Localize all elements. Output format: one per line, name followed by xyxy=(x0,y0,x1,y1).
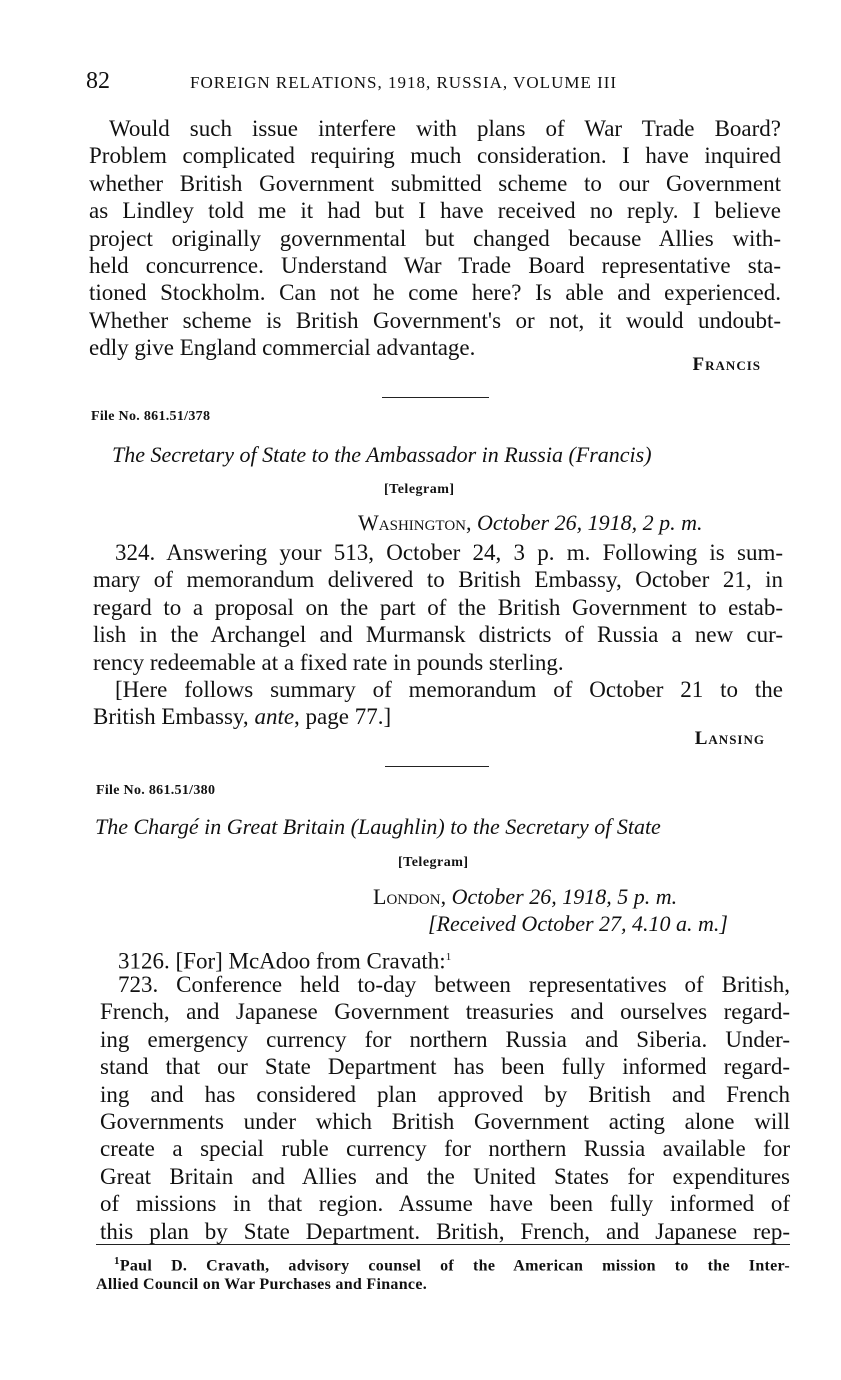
footnote-ref: 1 xyxy=(445,951,452,963)
text-line: French, and Japanese Government treasuries and ourselves regard- xyxy=(100,999,790,1025)
telegram-body xyxy=(100,971,790,1245)
file-number: File No. 861.51/380 xyxy=(96,783,216,798)
text-line: 324. Answering your 513, October 24, 3 p. m. Following is sum- xyxy=(115,540,783,565)
text-line: ing and has considered plan approved by British and French xyxy=(100,1081,790,1107)
text-line: Would such issue interfere with plans of War Trade Board? xyxy=(109,116,781,141)
dateline-date: October 26, 1918, 2 p. m. xyxy=(477,510,703,535)
file-number: File No. 861.51/378 xyxy=(91,409,211,424)
text-line: create a special ruble currency for northern Russia available for xyxy=(100,1136,790,1162)
footnote-line: $^1$Paul D. Cravath, advisory counsel of the American mission to the Inter- xyxy=(114,1255,790,1275)
telegram-label: [Telegram] xyxy=(384,482,455,497)
text-line: regard to a proposal on the part of the British Government to estab- xyxy=(93,594,783,620)
footnote-rule xyxy=(96,1244,790,1245)
text-line: mary of memorandum delivered to British Embassy, October 21, in xyxy=(93,567,783,593)
telegram-label: [Telegram] xyxy=(398,855,469,870)
text-line: tioned Stockholm. Can not he come here? Is able and experienced. xyxy=(89,280,781,306)
text-line: project originally governmental but changed because Allies with- xyxy=(89,225,781,251)
text-line: held concurrence. Understand War Trade Board representative sta- xyxy=(89,253,781,279)
dateline-date: October 26, 1918, 5 p. m. xyxy=(451,884,678,909)
footnote-line: Allied Council on War Purchases and Finance. xyxy=(96,1276,428,1294)
signature-lansing: Lansing xyxy=(694,728,765,749)
text-line: rency redeemable at a fixed rate in pounds sterling. xyxy=(93,649,564,675)
text-line: stand that our State Department has been fully informed regard- xyxy=(100,1054,790,1080)
footnote xyxy=(96,1252,790,1294)
text-line: lish in the Archangel and Murmansk districts of Russia a new cur- xyxy=(93,622,783,648)
section-divider xyxy=(382,397,489,398)
running-title: FOREIGN RELATIONS, 1918, RUSSIA, VOLUME III xyxy=(190,73,618,92)
text-line: ing emergency currency for northern Russia and Siberia. Under- xyxy=(100,1026,790,1052)
text-line: as Lindley told me it had but I have received no reply. I believe xyxy=(89,198,781,224)
text-line: British Embassy, ante, page 77.] xyxy=(93,704,392,730)
signature-francis: Francis xyxy=(692,354,761,375)
document-title: The Chargé in Great Britain (Laughlin) to the Secretary of State xyxy=(95,814,661,839)
text-line: this plan by State Department. British, French, and Japanese rep- xyxy=(100,1218,790,1244)
telegram-body xyxy=(93,539,783,676)
text-line: Problem complicated requiring much consideration. I have inquired xyxy=(89,143,781,169)
editorial-note xyxy=(93,676,783,731)
footnote-mark: 1 xyxy=(114,1255,120,1267)
text-line: Whether scheme is British Government's or not, it would undoubt- xyxy=(89,307,781,333)
text-line: whether British Government submitted scheme to our Government xyxy=(89,170,781,196)
paragraph-continuation xyxy=(89,115,781,362)
dateline-place: Washington, xyxy=(358,510,472,535)
document-title: The Secretary of State to the Ambassador in Russia (Francis) xyxy=(112,442,652,467)
text-line: of missions in that region. Assume have been fully informed of xyxy=(100,1191,790,1217)
received-line: [Received October 27, 4.10 a. m.] xyxy=(428,911,728,936)
dateline-place: London, xyxy=(373,884,447,909)
section-divider xyxy=(385,766,489,767)
page-number: 82 xyxy=(86,68,110,94)
text-line: Governments under which British Government acting alone will xyxy=(100,1109,790,1135)
text-line: [Here follows summary of memorandum of October 21 to the xyxy=(115,677,783,702)
dateline xyxy=(358,510,702,536)
dateline xyxy=(373,884,677,910)
text-line: edly give England commercial advantage. xyxy=(89,335,476,361)
text-line: 723. Conference held to-day between representatives of British, xyxy=(118,972,790,997)
text-line: Great Britain and Allies and the United States for expenditures xyxy=(100,1163,790,1189)
telegram-intro: 3126. [For] McAdoo from Cravath:$^1$ xyxy=(118,948,452,974)
